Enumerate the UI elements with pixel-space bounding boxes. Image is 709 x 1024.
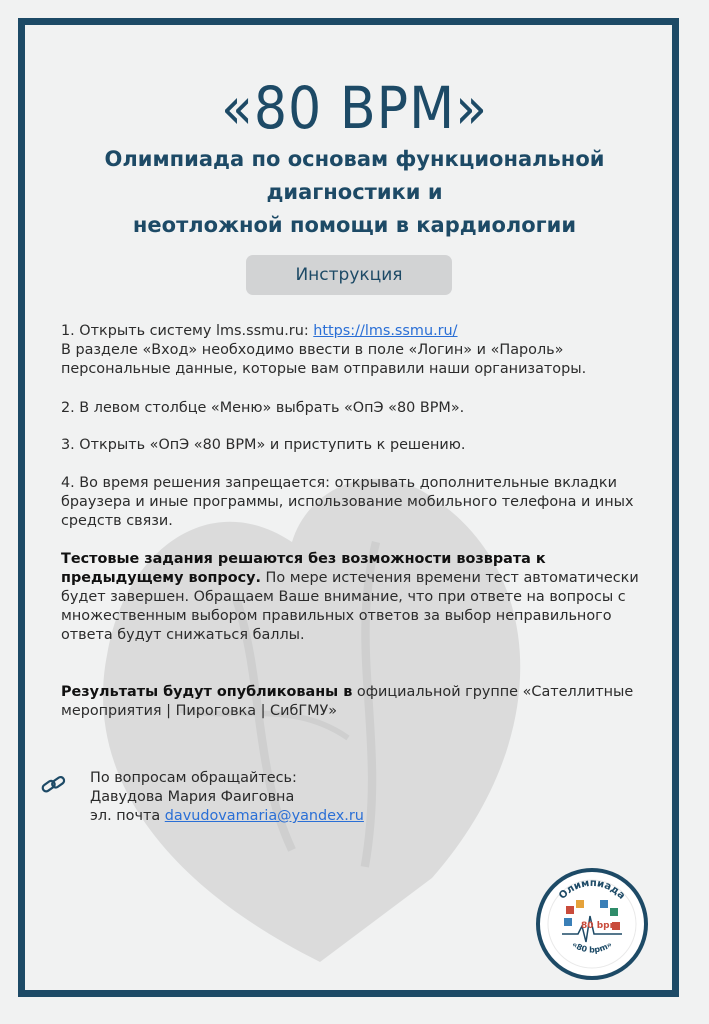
subtitle-line-1: Олимпиада по основам функциональной диагностики и	[104, 147, 605, 204]
step-4	[61, 474, 651, 531]
step-2-text: 2. В левом столбце «Меню» выбрать «ОпЭ «80 BPM».	[61, 400, 465, 416]
step-3	[61, 436, 651, 455]
page-title: «80 BPM»	[220, 74, 489, 142]
step-2	[61, 399, 651, 418]
step-1-detail: В разделе «Вход» необходимо ввести в поле «Логин» и «Пароль» персональные данные, которые вам отправили наши организаторы.	[61, 342, 587, 377]
step-4-text: 4. Во время решения запрещается: открывать дополнительные вкладки браузера и иные программы, использование мобильного телефона и иных средств связи.	[61, 475, 634, 529]
notice-emphasis: Тестовые задания решаются без возможности возврата к предыдущему вопросу.	[61, 551, 546, 586]
notice-text: По мере истечения времени тест автоматически будет завершен. Обращаем Ваше внимание, что при ответе на вопросы с множественным выбором правильных ответов за выбор неправильного ответа будут снижаться баллы.	[61, 570, 639, 643]
results-emphasis: Результаты будут опубликованы в	[61, 684, 353, 700]
contacts-heading: По вопросам обращайтесь:	[90, 770, 297, 786]
page-subtitle	[40, 143, 669, 242]
contact-name: Давудова Мария Фаиговна	[90, 789, 295, 805]
logo-center-text: 80 bpm	[581, 921, 619, 931]
step-1-text: 1. Открыть систему lms.ssmu.ru:	[61, 323, 314, 339]
email-link[interactable]: davudovamaria@yandex.ru	[164, 808, 364, 824]
logo-bottom-text: «80 bpm»	[570, 939, 614, 955]
lms-link[interactable]: https://lms.ssmu.ru/	[313, 323, 458, 339]
step-1	[61, 322, 651, 379]
step-3-text: 3. Открыть «ОпЭ «80 BPM» и приступить к решению.	[61, 437, 466, 453]
olympiad-logo	[536, 868, 648, 980]
email-label: эл. почта	[90, 808, 165, 824]
results-text: официальной группе «Сателлитные мероприятия | Пироговка | СибГМУ»	[61, 684, 634, 719]
notice-paragraph	[61, 550, 651, 645]
instruction-button[interactable]	[246, 255, 452, 295]
results-paragraph	[61, 683, 651, 721]
chain-link-icon	[40, 774, 68, 796]
contacts	[90, 769, 364, 826]
instruction-button-label: Инструкция	[295, 265, 403, 285]
subtitle-line-2: неотложной помощи в кардиологии	[132, 213, 577, 237]
logo-top-text: Олимпиада	[557, 877, 628, 902]
